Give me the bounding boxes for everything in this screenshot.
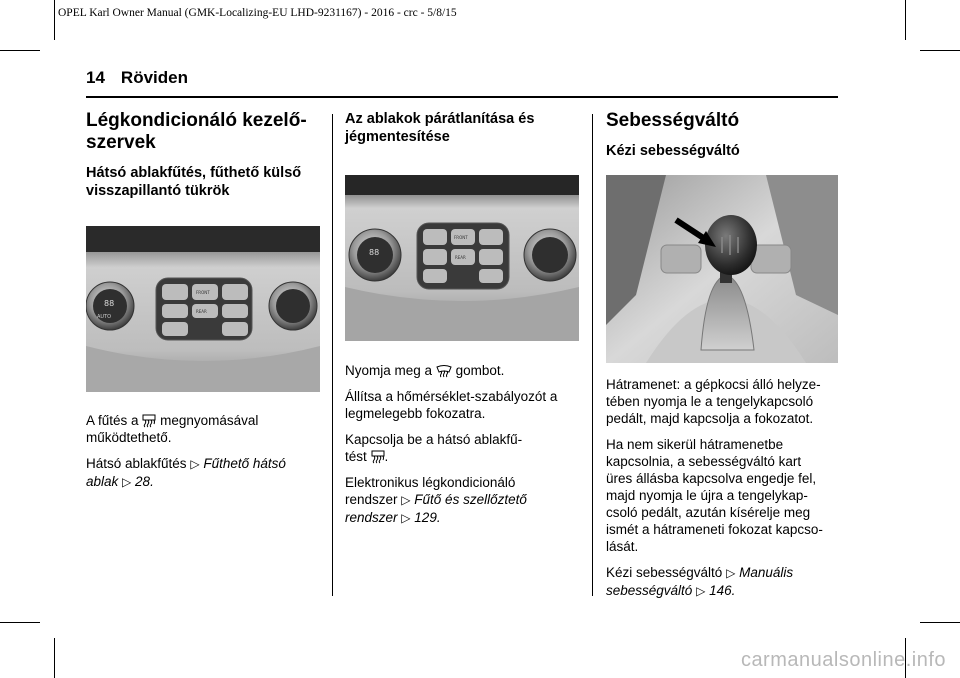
cross-reference-link[interactable]: Manuális sebességváltó ▷ 146. — [606, 565, 794, 598]
crop-mark — [54, 638, 55, 678]
paragraph: Hátramenet: a gépkocsi álló helyze- tében nyomja le a tengelykapcsoló pedált, majd kapcsolja a fokozatot. — [606, 377, 821, 426]
svg-text:REAR: REAR — [455, 255, 466, 260]
paragraph: Elektronikus légkondicionáló rendszer ▷ Fűtő és szellőztető rendszer ▷ 129. — [345, 475, 527, 525]
paragraph: Ha nem sikerül hátramenetbe kapcsolnia, a sebességváltó kart üres állásba kapcsolva engedje fel, majd nyomja le újra a tengelykap- csoló pedált, azután kísérelje meg ismét a hátrameneti fokozat kapcso- lását. — [606, 437, 823, 554]
cross-reference-link[interactable]: Fűtő és szellőztető rendszer ▷ 129. — [345, 492, 527, 525]
climate-control-panel-image — [86, 226, 320, 392]
defrost-panel-image — [345, 175, 579, 341]
heading-line: Légkondicionáló kezelő- — [86, 110, 307, 131]
crop-mark — [905, 0, 906, 40]
heading-line: szervek — [86, 132, 156, 153]
heading-line: Az ablakok párátlanítása és — [345, 111, 535, 127]
subsection-heading: Kézi sebességváltó — [606, 143, 740, 159]
column-2 — [345, 110, 581, 146]
page-header — [86, 68, 188, 88]
column-1-text — [86, 412, 322, 491]
crop-mark — [920, 50, 960, 51]
column-2-text — [345, 362, 581, 527]
header-rule — [86, 96, 838, 98]
section-heading — [86, 110, 322, 154]
svg-text:88: 88 — [369, 248, 380, 257]
page-number: 14 — [86, 68, 105, 87]
section-heading — [345, 110, 581, 146]
cross-reference-arrow-icon: ▷ — [726, 566, 736, 580]
cross-reference-arrow-icon: ▷ — [401, 511, 411, 525]
heading-line: Hátsó ablakfűtés, fűthető külső — [86, 165, 302, 181]
front-defrost-icon — [436, 364, 452, 378]
gear-shift-image — [606, 175, 838, 363]
paragraph: A fűtés a megnyomásával működtethető. — [86, 413, 259, 445]
cross-reference-link[interactable]: Fűthető hátsó ablak ▷ 28. — [86, 456, 286, 489]
section-heading: Sebességváltó — [606, 110, 740, 131]
subsection-heading — [86, 164, 322, 200]
column-1 — [86, 110, 322, 200]
paragraph: Állítsa a hőmérséklet-szabályozót a legmelegebb fokozatra. — [345, 389, 558, 421]
crop-mark — [54, 0, 55, 40]
paragraph: Kapcsolja be a hátsó ablakfű- tést . — [345, 432, 523, 464]
crop-mark — [0, 622, 40, 623]
cross-reference-arrow-icon: ▷ — [190, 457, 200, 471]
paragraph: Hátsó ablakfűtés ▷ Fűthető hátsó ablak ▷ 28. — [86, 456, 286, 489]
front-label: FRONT — [196, 290, 210, 295]
column-3-text — [606, 376, 842, 600]
crop-mark — [0, 50, 40, 51]
rear-defrost-icon — [142, 414, 156, 428]
rear-defrost-icon — [371, 450, 385, 464]
section-title: Röviden — [120, 68, 188, 87]
column-divider — [332, 114, 333, 596]
column-3 — [606, 110, 842, 160]
svg-text:FRONT: FRONT — [454, 235, 468, 240]
paragraph: Kézi sebességváltó ▷ Manuális sebességváltó ▷ 146. — [606, 565, 794, 598]
paragraph: Nyomja meg a gombot. — [345, 363, 505, 378]
heading-line: jégmentesítése — [345, 129, 450, 145]
cross-reference-arrow-icon: ▷ — [122, 475, 132, 489]
heading-line: visszapillantó tükrök — [86, 183, 230, 199]
crop-mark — [920, 622, 960, 623]
column-divider — [592, 114, 593, 596]
rear-label: REAR — [196, 309, 207, 314]
cross-reference-arrow-icon: ▷ — [696, 584, 706, 598]
watermark: carmanualsonline.info — [740, 649, 946, 671]
document-header-meta: OPEL Karl Owner Manual (GMK-Localizing-EU LHD-9231167) - 2016 - crc - 5/8/15 — [58, 7, 457, 19]
auto-label: AUTO — [97, 314, 112, 320]
cross-reference-arrow-icon: ▷ — [401, 493, 411, 507]
svg-text:88: 88 — [104, 299, 115, 308]
